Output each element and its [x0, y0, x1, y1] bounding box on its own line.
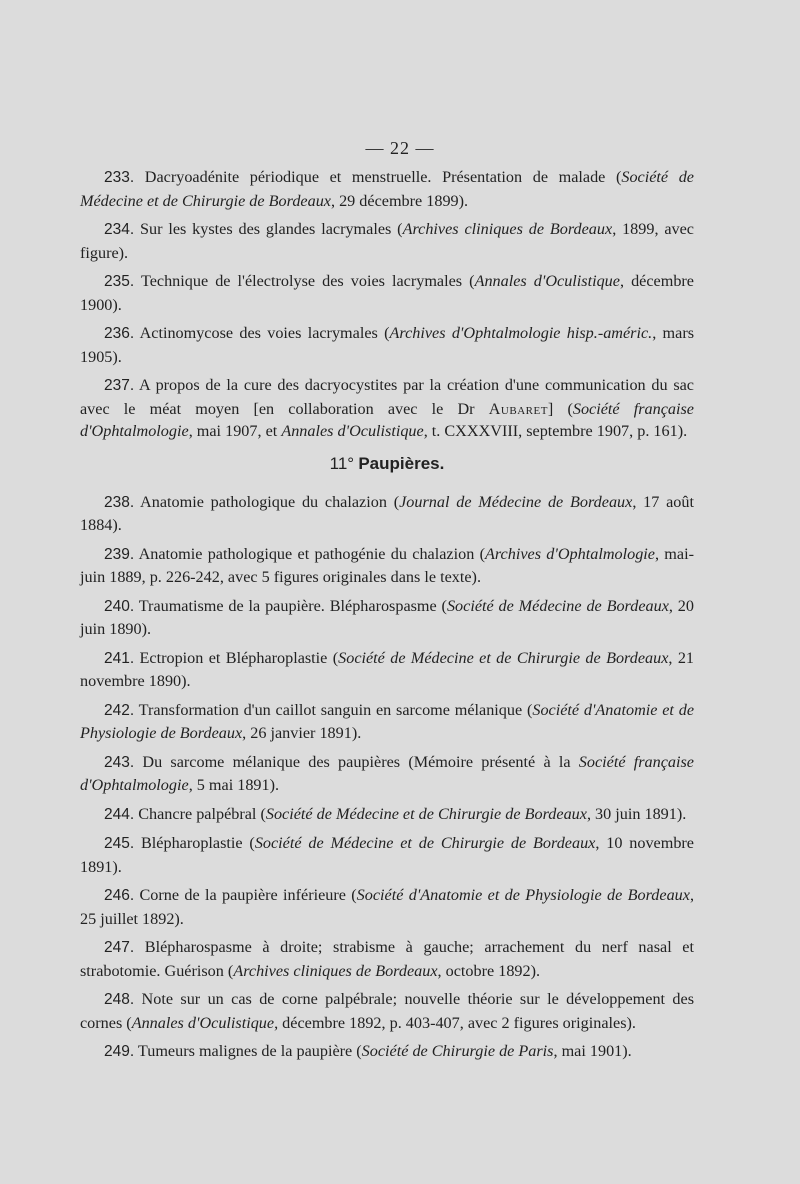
entry-source-2: Annales d'Oculistique [281, 422, 424, 440]
entry-number: 242. [104, 701, 135, 719]
entry-242 [80, 699, 694, 745]
entry-source: Société de Médecine et de Chirurgie de Bordeaux [80, 168, 694, 210]
entry-tail: , mai-juin 1889, p. 226-242, avec 5 figures originales dans le texte). [80, 544, 694, 586]
entry-239 [80, 543, 694, 589]
entry-235 [80, 270, 694, 316]
entry-source: Annales d'Oculistique [131, 1013, 275, 1032]
entry-source: Annales d'Oculistique [474, 272, 620, 290]
entry-number: 249. [104, 1043, 135, 1060]
entry-241 [80, 647, 694, 693]
entry-source: Société d'Anatomie et de Physiologie de Bordeaux [356, 886, 690, 904]
entry-tail: , 25 juillet 1892). [80, 886, 694, 928]
entry-tail: , 10 novembre 1891). [80, 834, 694, 876]
entry-source: Archives d'Ophtalmologie hisp.-améric. [389, 324, 653, 342]
entry-tail: , 30 juin 1891). [586, 804, 687, 823]
entry-text: Anatomie pathologique du chalazion ( [134, 492, 400, 511]
section-number: 11° [329, 453, 355, 473]
entry-text: Chancre palpébral ( [134, 804, 266, 823]
entry-tail: , 5 mai 1891). [188, 776, 280, 794]
entry-text-2: ] ( [547, 399, 573, 418]
entry-tail: , 26 janvier 1891). [242, 724, 362, 742]
entry-source: Société de Médecine et de Chirurgie de Bordeaux [265, 804, 587, 823]
entry-number: 239. [104, 545, 135, 563]
entry-text: Dacryoadénite périodique et menstruelle. Présentation de malade ( [134, 168, 622, 186]
section-label: Paupières. [358, 453, 445, 473]
entry-text: A propos de la cure des dacryocystites par la création d'une communication du sac avec le méat moyen [en collaboration avec le Dr [80, 376, 694, 418]
entry-text: Blépharospasme à droite; strabisme à gauche; arrachement du nerf nasal et strabotomie. Guérison ( [80, 938, 694, 980]
entry-source: Archives d'Ophtalmologie [484, 544, 655, 563]
entry-source: Archives cliniques de Bordeaux [233, 961, 438, 980]
entry-number: 235. [104, 273, 135, 290]
entry-text: Actinomycose des voies lacrymales ( [134, 324, 390, 342]
section-heading [80, 453, 694, 475]
entry-245 [80, 832, 694, 878]
entry-source: Société française d'Ophtalmologie [80, 752, 694, 794]
entry-246 [80, 884, 694, 930]
entry-tail: , 1899, avec figure). [80, 220, 694, 262]
entry-tail: , octobre 1892). [437, 961, 541, 980]
entry-tail: , décembre 1892, p. 403-407, avec 2 figures originales). [274, 1013, 636, 1032]
entry-tail: , 17 août 1884). [80, 492, 694, 534]
entry-source: Journal de Médecine de Bordeaux [399, 492, 633, 511]
entry-author: Aubaret [488, 399, 548, 418]
entry-text: Corne de la paupière inférieure ( [134, 886, 357, 904]
entry-tail: , 29 décembre 1899). [330, 191, 469, 210]
entry-number: 236. [104, 325, 135, 342]
entry-number: 238. [104, 493, 135, 511]
entry-236 [80, 322, 694, 368]
entry-source: Société de Médecine de Bordeaux [446, 596, 669, 615]
entry-source: Société de Chirurgie de Paris [361, 1042, 554, 1060]
entry-source: Archives cliniques de Bordeaux [402, 220, 613, 238]
entry-text: Du sarcome mélanique des paupières (Mémoire présenté à la [134, 752, 579, 771]
entry-text: Note sur un cas de corne palpébrale; nouvelle théorie sur le développement des cornes ( [80, 990, 694, 1032]
entry-text: Sur les kystes des glandes lacrymales ( [134, 220, 403, 238]
entry-source: Société de Médecine et de Chirurgie de Bordeaux [338, 648, 669, 667]
entry-240 [80, 595, 694, 641]
entry-number: 244. [104, 805, 135, 823]
bibliography-content [80, 166, 694, 1070]
entry-number: 245. [104, 835, 135, 852]
entry-243 [80, 751, 694, 797]
entry-249 [80, 1040, 694, 1064]
entry-number: 234. [104, 221, 135, 238]
page-number: — 22 — [365, 138, 435, 158]
entry-237 [80, 374, 694, 443]
entry-number: 248. [104, 991, 135, 1008]
entry-234 [80, 218, 694, 264]
entry-text: Ectropion et Blépharoplastie ( [134, 648, 339, 667]
entry-source: Société d'Anatomie et de Physiologie de Bordeaux [80, 700, 695, 742]
entry-tail-2: , t. CXXXVIII, septembre 1907, p. 161). [423, 422, 688, 440]
entry-tail: , 20 juin 1890). [80, 596, 694, 638]
entry-247 [80, 936, 694, 982]
entry-248 [80, 988, 694, 1034]
entry-number: 240. [104, 597, 135, 615]
entry-number: 243. [104, 753, 135, 771]
entry-tail: , mai 1907, et [188, 422, 282, 440]
entry-number: 247. [104, 939, 135, 956]
entry-number: 246. [104, 887, 135, 904]
entry-tail: , mai 1901). [553, 1042, 632, 1060]
entry-tail: , décembre 1900). [80, 272, 694, 314]
entry-number: 237. [104, 377, 135, 394]
entry-source: Société de Médecine et de Chirurgie de Bordeaux [254, 834, 596, 852]
entry-tail: , 21 novembre 1890). [80, 648, 695, 690]
entry-tail: , mars 1905). [80, 324, 695, 366]
entry-source: Société française d'Ophtalmologie [80, 399, 694, 440]
entry-text: Blépharoplastie ( [134, 834, 255, 852]
entry-233 [80, 166, 694, 212]
entry-text: Technique de l'électrolyse des voies lacrymales ( [134, 272, 475, 290]
entry-text: Anatomie pathologique et pathogénie du chalazion ( [134, 544, 485, 563]
entry-number: 233. [104, 169, 135, 186]
entry-text: Tumeurs malignes de la paupière ( [134, 1042, 362, 1060]
entry-238 [80, 491, 694, 537]
entry-text: Traumatisme de la paupière. Blépharospasme ( [134, 596, 447, 615]
entry-number: 241. [104, 649, 135, 667]
entry-text: Transformation d'un caillot sanguin en sarcome mélanique ( [134, 700, 533, 719]
entry-244 [80, 803, 694, 827]
